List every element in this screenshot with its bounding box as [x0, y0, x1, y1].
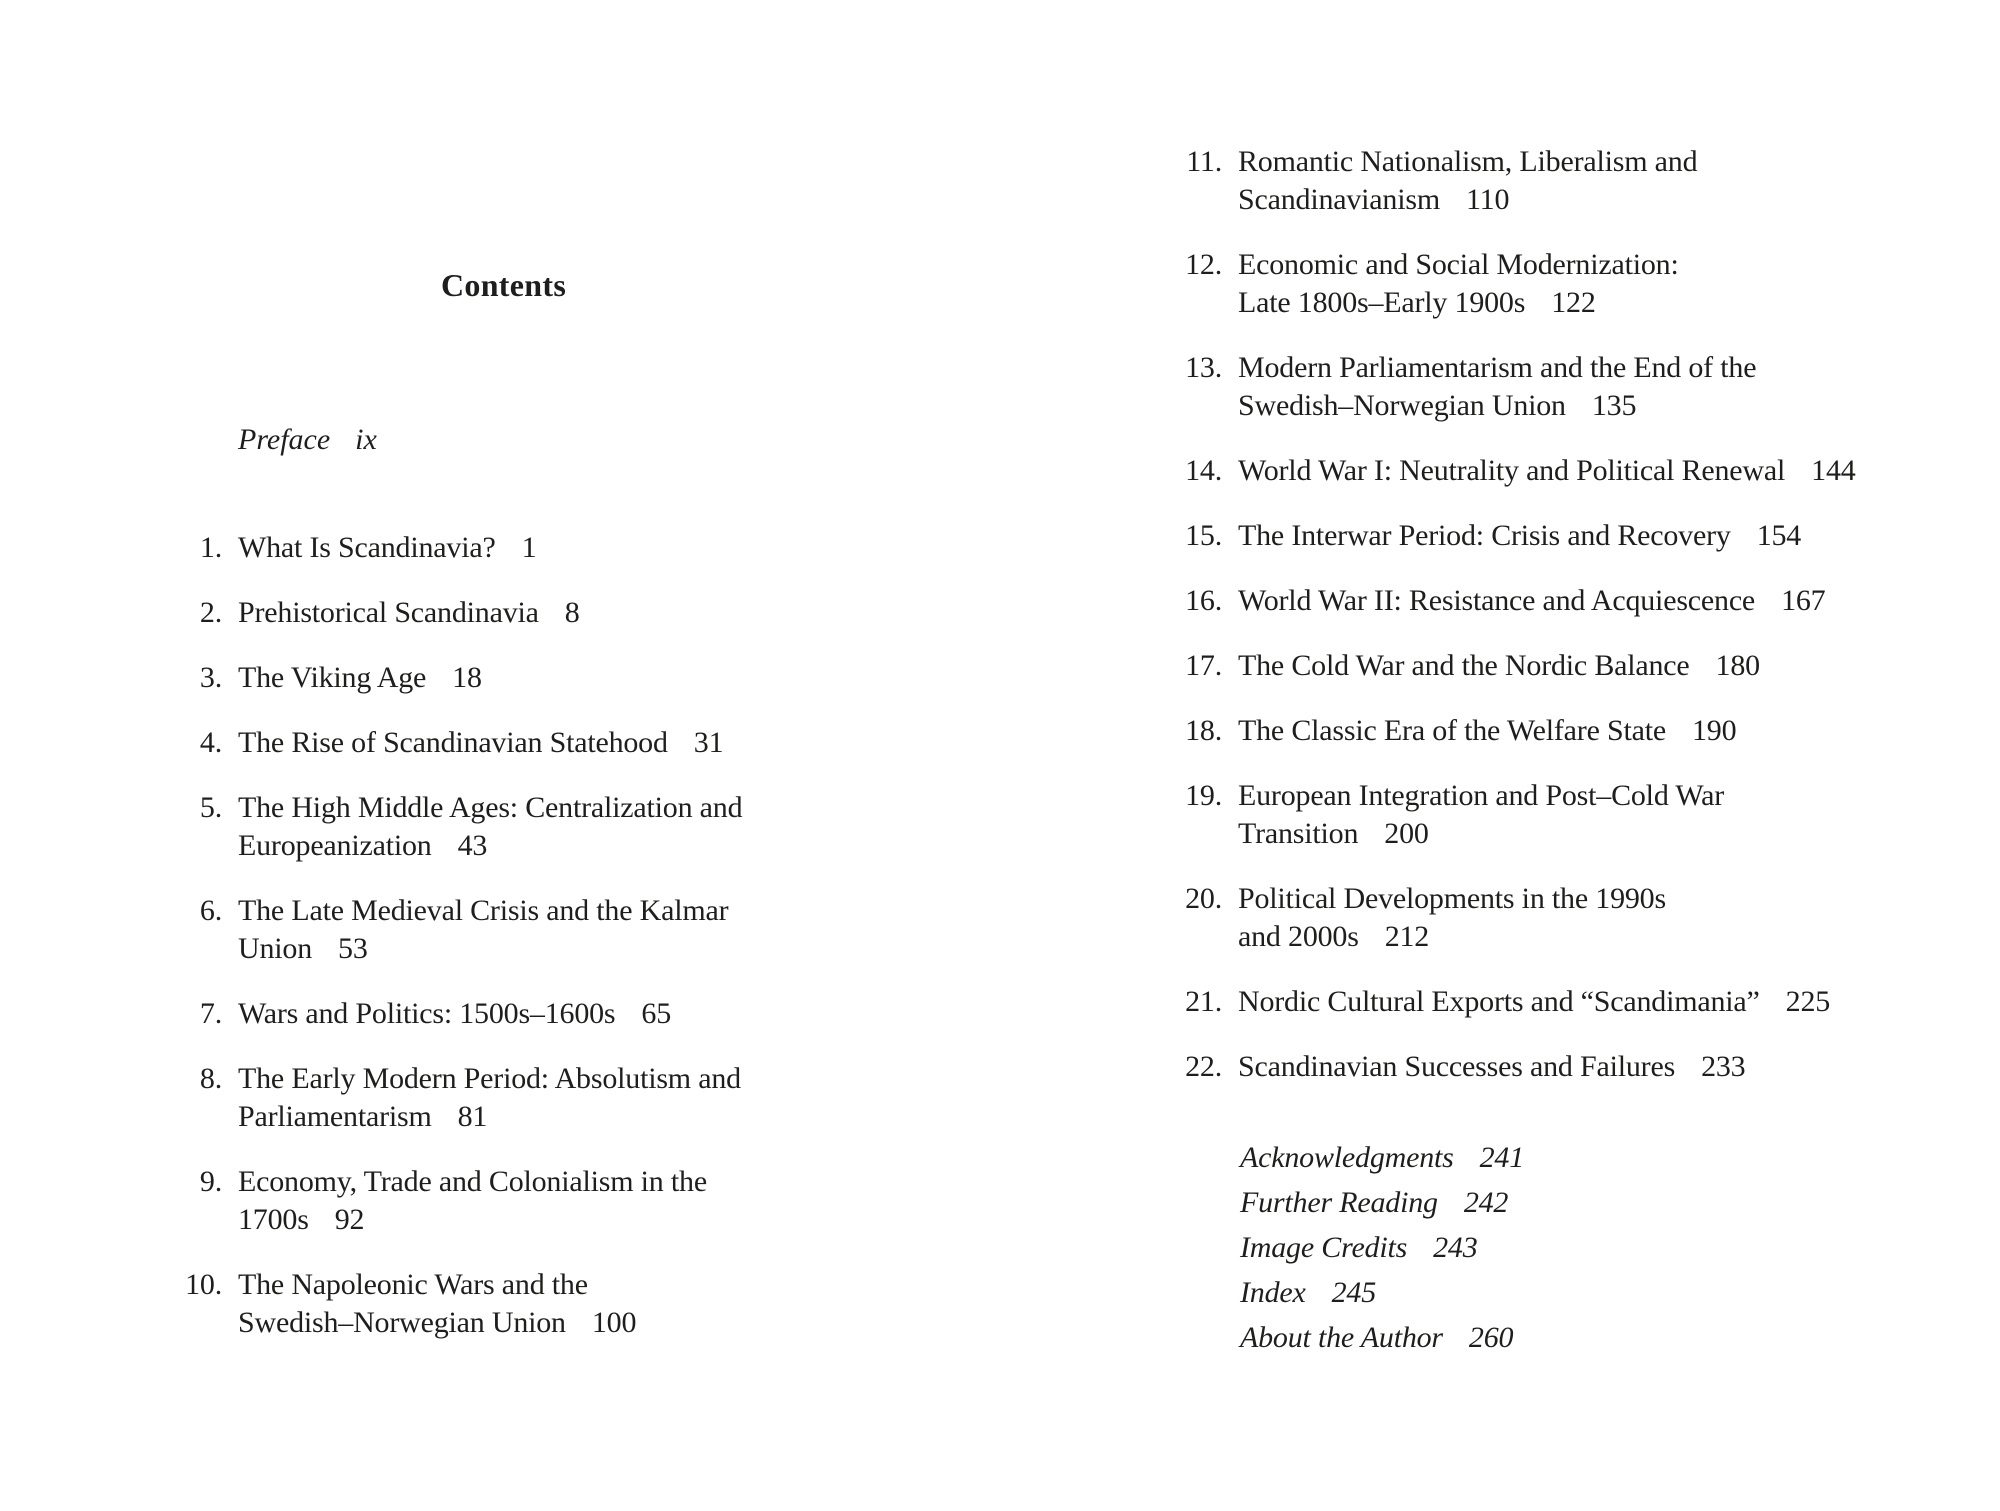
chapter-number: 2.: [199, 596, 222, 629]
toc-chapter-entry: [1148, 246, 1856, 322]
chapter-number: 13.: [1185, 351, 1222, 384]
toc-chapter-entry: [1148, 517, 1856, 555]
chapter-page-number: 92: [334, 1203, 365, 1236]
chapter-number: 1.: [199, 531, 222, 564]
chapter-title-block: [1238, 517, 1801, 555]
chapter-title-line: The Early Modern Period: Absolutism and: [238, 1062, 741, 1095]
chapter-title-line: Economy, Trade and Colonialism in the: [238, 1165, 707, 1198]
chapter-title-block: [1238, 143, 1697, 219]
chapter-page-number: 122: [1551, 286, 1596, 319]
chapter-page-number: 190: [1692, 714, 1737, 747]
back-matter-page-number: 243: [1433, 1231, 1478, 1264]
toc-chapter-entry: [1148, 143, 1856, 219]
chapter-title-block: [238, 529, 536, 567]
chapter-page-number: 135: [1591, 389, 1637, 422]
chapter-title-line: Swedish–Norwegian Union 135: [1238, 389, 1637, 422]
chapter-page-number: 100: [591, 1306, 637, 1339]
back-matter-page-number: 241: [1479, 1141, 1525, 1174]
chapter-title-block: [238, 1060, 741, 1136]
toc-chapter-entry: [148, 724, 742, 762]
back-matter-label: Further Reading: [1240, 1186, 1438, 1219]
chapter-title-block: [238, 995, 671, 1033]
chapter-title-line: The Cold War and the Nordic Balance 180: [1238, 649, 1760, 682]
chapter-title-line: 1700s 92: [238, 1203, 365, 1236]
chapter-title-block: [1238, 712, 1736, 750]
chapter-title-line: The Rise of Scandinavian Statehood 31: [238, 726, 724, 759]
chapter-title-block: [1238, 647, 1760, 685]
chapter-title-line: What Is Scandinavia? 1: [238, 531, 537, 564]
toc-chapter-entry: [148, 789, 742, 865]
chapter-number: 17.: [1185, 649, 1222, 682]
back-matter-label: About the Author: [1240, 1321, 1443, 1354]
chapter-title-line: and 2000s 212: [1238, 920, 1430, 953]
chapter-title-line: Swedish–Norwegian Union 100: [238, 1306, 637, 1339]
back-matter-label: Image Credits: [1240, 1231, 1408, 1264]
chapter-title-line: The High Middle Ages: Centralization and: [238, 791, 743, 824]
chapter-number: 4.: [199, 726, 222, 759]
front-matter-entry: [238, 421, 377, 459]
chapter-title-line: Union 53: [238, 932, 368, 965]
chapter-page-number: 212: [1384, 920, 1430, 953]
toc-chapter-entry: [1148, 1048, 1856, 1086]
toc-chapter-entry: [1148, 647, 1856, 685]
chapter-number: 19.: [1185, 779, 1222, 812]
chapter-title-block: [1238, 452, 1856, 490]
toc-chapter-entry: [148, 1060, 742, 1136]
chapter-title-line: Parliamentarism 81: [238, 1100, 488, 1133]
chapter-page-number: 233: [1701, 1050, 1746, 1083]
chapter-page-number: 53: [338, 932, 368, 965]
chapter-number: 8.: [199, 1062, 222, 1095]
back-matter-entry: [1240, 1225, 1524, 1270]
chapter-page-number: 200: [1384, 817, 1429, 850]
back-matter-entry: [1240, 1315, 1524, 1360]
chapter-title-block: [1238, 1048, 1745, 1086]
chapter-number: 14.: [1185, 454, 1222, 487]
chapter-page-number: 154: [1756, 519, 1802, 552]
chapter-title-line: Wars and Politics: 1500s–1600s 65: [238, 997, 672, 1030]
chapter-title-line: World War II: Resistance and Acquiescence 167: [1238, 584, 1826, 617]
front-matter-page-number: ix: [355, 423, 377, 456]
chapter-number: 3.: [199, 661, 222, 694]
chapter-title-block: [238, 724, 723, 762]
chapter-number: 11.: [1186, 145, 1222, 178]
chapter-title-block: [238, 1266, 636, 1342]
chapter-title-line: Romantic Nationalism, Liberalism and: [1238, 145, 1698, 178]
chapter-page-number: 225: [1785, 985, 1831, 1018]
back-matter-label: Index: [1240, 1276, 1306, 1309]
toc-chapter-entry: [148, 1266, 742, 1342]
chapter-page-number: 180: [1715, 649, 1760, 682]
chapter-title-line: The Interwar Period: Crisis and Recovery 154: [1238, 519, 1802, 552]
toc-chapter-entry: [1148, 452, 1856, 490]
chapter-title-block: [1238, 246, 1679, 322]
chapter-number: 18.: [1185, 714, 1222, 747]
chapter-page-number: 65: [641, 997, 672, 1030]
back-matter-page-number: 245: [1331, 1276, 1377, 1309]
chapter-title-block: [238, 892, 728, 968]
chapter-page-number: 18: [452, 661, 482, 694]
chapter-number: 10.: [185, 1268, 222, 1301]
back-matter-page-number: 242: [1463, 1186, 1509, 1219]
chapter-title-line: Late 1800s–Early 1900s 122: [1238, 286, 1596, 319]
back-matter-page-number: 260: [1468, 1321, 1514, 1354]
chapter-number: 15.: [1185, 519, 1222, 552]
chapter-page-number: 144: [1811, 454, 1856, 487]
chapter-page-number: 110: [1465, 183, 1510, 216]
chapter-page-number: 8: [564, 596, 580, 629]
toc-chapter-entry: [148, 529, 742, 567]
toc-chapter-entry: [148, 1163, 742, 1239]
chapter-page-number: 43: [457, 829, 488, 862]
chapter-title-line: Scandinavianism 110: [1238, 183, 1510, 216]
chapter-title-block: [238, 594, 580, 632]
chapter-title-line: Transition 200: [1238, 817, 1429, 850]
chapter-page-number: 167: [1781, 584, 1826, 617]
chapter-title-block: [1238, 880, 1666, 956]
chapter-title-line: Economic and Social Modernization:: [1238, 248, 1679, 281]
toc-chapter-entry: [148, 659, 742, 697]
chapter-title-line: Political Developments in the 1990s: [1238, 882, 1666, 915]
chapter-page-number: 1: [521, 531, 537, 564]
chapter-title-line: The Late Medieval Crisis and the Kalmar: [238, 894, 729, 927]
chapter-number: 9.: [199, 1165, 222, 1198]
chapter-title-line: Modern Parliamentarism and the End of the: [1238, 351, 1757, 384]
chapter-title-line: World War I: Neutrality and Political Renewal 144: [1238, 454, 1856, 487]
chapter-number: 7.: [199, 997, 222, 1030]
chapter-title-line: Nordic Cultural Exports and “Scandimania” 225: [1238, 985, 1831, 1018]
front-matter-label: Preface: [238, 423, 331, 456]
chapter-title-block: [1238, 983, 1830, 1021]
chapter-page-number: 31: [693, 726, 724, 759]
back-matter-list: [1240, 1135, 1524, 1360]
chapter-title-block: [238, 789, 742, 865]
toc-chapter-entry: [148, 892, 742, 968]
chapter-title-line: The Viking Age 18: [238, 661, 482, 694]
chapter-list-left: [148, 529, 742, 1369]
toc-chapter-entry: [1148, 777, 1856, 853]
chapter-number: 16.: [1185, 584, 1222, 617]
toc-chapter-entry: [1148, 582, 1856, 620]
toc-chapter-entry: [1148, 349, 1856, 425]
chapter-title-block: [1238, 582, 1825, 620]
chapter-number: 20.: [1185, 882, 1222, 915]
chapter-title-line: Prehistorical Scandinavia 8: [238, 596, 580, 629]
back-matter-entry: [1240, 1270, 1524, 1315]
chapter-list-right: [1148, 143, 1856, 1113]
chapter-number: 22.: [1185, 1050, 1222, 1083]
back-matter-label: Acknowledgments: [1240, 1141, 1454, 1174]
chapter-title-line: Scandinavian Successes and Failures 233: [1238, 1050, 1746, 1083]
chapter-number: 12.: [1185, 248, 1222, 281]
toc-chapter-entry: [1148, 983, 1856, 1021]
chapter-title-line: The Classic Era of the Welfare State 190: [1238, 714, 1737, 747]
chapter-title-block: [1238, 777, 1724, 853]
chapter-number: 21.: [1185, 985, 1222, 1018]
toc-chapter-entry: [1148, 712, 1856, 750]
chapter-title-block: [1238, 349, 1756, 425]
back-matter-entry: [1240, 1135, 1524, 1180]
chapter-title-line: European Integration and Post–Cold War: [1238, 779, 1724, 812]
chapter-number: 6.: [199, 894, 222, 927]
toc-chapter-entry: [148, 594, 742, 632]
chapter-title-line: Europeanization 43: [238, 829, 488, 862]
page-title: Contents: [441, 267, 567, 303]
toc-chapter-entry: [148, 995, 742, 1033]
chapter-number: 5.: [199, 791, 222, 824]
toc-chapter-entry: [1148, 880, 1856, 956]
chapter-title-block: [238, 659, 482, 697]
back-matter-entry: [1240, 1180, 1524, 1225]
chapter-page-number: 81: [457, 1100, 488, 1133]
chapter-title-line: The Napoleonic Wars and the: [238, 1268, 588, 1301]
chapter-title-block: [238, 1163, 707, 1239]
